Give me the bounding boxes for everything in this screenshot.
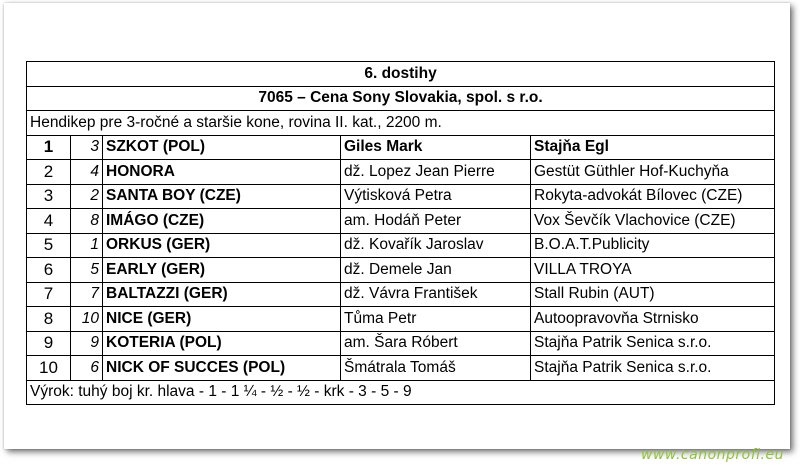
horse-name: NICK OF SUCCES (POL) [103, 356, 341, 381]
start-number: 10 [71, 307, 103, 332]
table-row [27, 233, 775, 258]
jockey-name: dž. Vávra František [341, 282, 531, 307]
race-results-table [26, 61, 775, 405]
jockey-name: dž. Lopez Jean Pierre [341, 160, 531, 185]
finish-position: 6 [27, 258, 71, 283]
start-number: 2 [71, 184, 103, 209]
watermark-text: www.canonprofi.eu [641, 447, 784, 463]
table-row [27, 160, 775, 185]
finish-position: 2 [27, 160, 71, 185]
horse-name: NICE (GER) [103, 307, 341, 332]
stable-name: Stajňa Egl [531, 135, 775, 160]
stable-name: Stajňa Patrik Senica s.r.o. [531, 356, 775, 381]
table-row [27, 331, 775, 356]
stable-name: Rokyta-advokát Bílovec (CZE) [531, 184, 775, 209]
table-row [27, 356, 775, 381]
race-conditions-row [27, 111, 775, 136]
jockey-name: am. Šara Róbert [341, 331, 531, 356]
jockey-name: Giles Mark [341, 135, 531, 160]
stable-name: VILLA TROYA [531, 258, 775, 283]
finish-position: 10 [27, 356, 71, 381]
race-number-row [27, 62, 775, 87]
table-row [27, 184, 775, 209]
table-row [27, 307, 775, 332]
horse-name: SZKOT (POL) [103, 135, 341, 160]
finish-position: 3 [27, 184, 71, 209]
finish-position: 8 [27, 307, 71, 332]
start-number: 8 [71, 209, 103, 234]
jockey-name: dž. Demele Jan [341, 258, 531, 283]
table-row [27, 209, 775, 234]
horse-name: EARLY (GER) [103, 258, 341, 283]
start-number: 4 [71, 160, 103, 185]
result-note: Výrok: tuhý boj kr. hlava - 1 - 1 ¼ - ½ - ½ - krk - 3 - 5 - 9 [27, 380, 775, 405]
horse-name: KOTERIA (POL) [103, 331, 341, 356]
race-title: 7065 – Cena Sony Slovakia, spol. s r.o. [27, 86, 775, 111]
start-number: 7 [71, 282, 103, 307]
race-number: 6. dostihy [27, 62, 775, 87]
table-row [27, 258, 775, 283]
jockey-name: am. Hodáň Peter [341, 209, 531, 234]
finish-position: 1 [27, 135, 71, 160]
finish-position: 5 [27, 233, 71, 258]
jockey-name: Šmátrala Tomáš [341, 356, 531, 381]
jockey-name: Výtisková Petra [341, 184, 531, 209]
horse-name: HONORA [103, 160, 341, 185]
stable-name: Stajňa Patrik Senica s.r.o. [531, 331, 775, 356]
race-conditions: Hendikep pre 3-ročné a staršie kone, rovina II. kat., 2200 m. [27, 111, 775, 136]
jockey-name: Tůma Petr [341, 307, 531, 332]
start-number: 9 [71, 331, 103, 356]
start-number: 5 [71, 258, 103, 283]
horse-name: IMÁGO (CZE) [103, 209, 341, 234]
horse-name: SANTA BOY (CZE) [103, 184, 341, 209]
horse-name: ORKUS (GER) [103, 233, 341, 258]
result-note-row [27, 380, 775, 405]
finish-position: 7 [27, 282, 71, 307]
race-title-row [27, 86, 775, 111]
stable-name: B.O.A.T.Publicity [531, 233, 775, 258]
finish-position: 9 [27, 331, 71, 356]
start-number: 3 [71, 135, 103, 160]
horse-name: BALTAZZI (GER) [103, 282, 341, 307]
stable-name: Autoopravovňa Strnisko [531, 307, 775, 332]
finish-position: 4 [27, 209, 71, 234]
table-row [27, 282, 775, 307]
start-number: 1 [71, 233, 103, 258]
stable-name: Stall Rubin (AUT) [531, 282, 775, 307]
stable-name: Gestüt Güthler Hof-Kuchyňa [531, 160, 775, 185]
jockey-name: dž. Kovařík Jaroslav [341, 233, 531, 258]
table-row [27, 135, 775, 160]
start-number: 6 [71, 356, 103, 381]
stable-name: Vox Ševčík Vlachovice (CZE) [531, 209, 775, 234]
